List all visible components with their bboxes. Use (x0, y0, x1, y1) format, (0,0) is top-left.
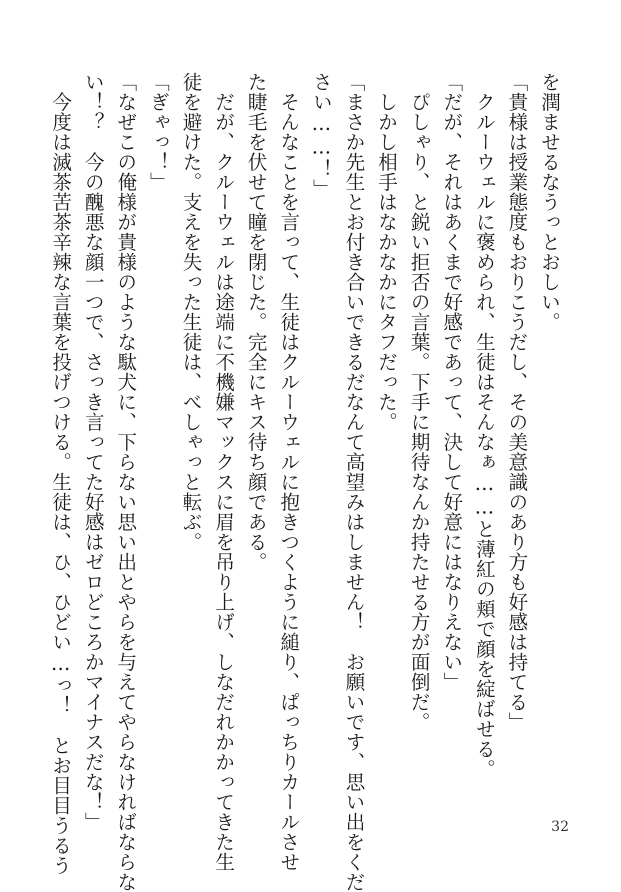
text-line: さい……！」 (309, 72, 333, 199)
text-line: 「ぎゃっ！」 (146, 72, 170, 192)
text-line: そんなことを言って、生徒はクルーウェルに抱きつくように縋り、ぱっちりカールさせ (277, 72, 301, 872)
text-line: 今度は滅茶苦茶辛辣な言葉を投げつける。生徒は、ひ、ひどい…っ！ とお目目うるう (49, 72, 73, 876)
page-number: 32 (551, 819, 569, 835)
text-line: クルーウェルに褒められ、生徒はそんなぁ……と薄紅の頬で顔を綻ばせる。 (472, 72, 496, 779)
text-line: ぴしゃり、と鋭い拒否の言葉。下手に期待なんか持たせる方が面倒だ。 (407, 72, 431, 732)
text-line: 徒を避けた。支えを失った生徒は、べしゃっと転ぶ。 (179, 72, 203, 552)
text-line: だが、クルーウェルは途端に不機嫌マックスに眉を吊り上げ、しなだれかかってきた生 (212, 72, 236, 872)
text-line: 「なぜこの俺様が貴様のような駄犬に、下らない思い出とやらを与えてやらなければならな (114, 72, 138, 892)
text-line: しかし相手はなかなかにタフだった。 (375, 72, 399, 432)
text-line: 「だが、それはあくまで好感であって、決して好意にはなりえない」 (440, 72, 464, 692)
text-line: た睫毛を伏せて瞳を閉じた。完全にキス待ち顔である。 (244, 72, 268, 572)
text-line: 「まさか先生とお付き合いできるだなんて高望みはしません！ お願いです、思い出をくだ (342, 72, 366, 892)
text-line: 「貴様は授業態度もおりこうだし、その美意識のあり方も好感は持てる」 (505, 72, 529, 732)
text-line: い！？ 今の醜悪な顔一つで、さっき言ってた好感はゼロどころかマイナスだな！」 (81, 72, 105, 832)
text-line: を潤ませるなうっとおしい。 (538, 72, 561, 332)
